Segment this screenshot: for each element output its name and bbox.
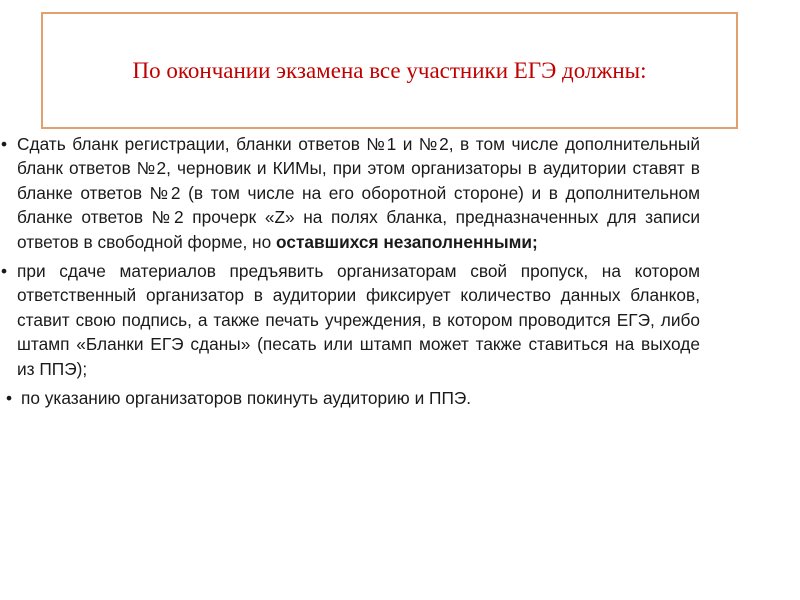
list-item-text: Сдать бланк регистрации, бланки ответов №1 и №2, в том числе дополнительный бланк ответов №2, черновик и КИМы, при этом организаторы в аудитории ставят в бланке ответов №2 (в том числе на его оборотной стороне) и в дополнительном бланке ответов №2 прочерк «Z» на полях бланка, предназначенных для записи ответов в свободной форме, но — [17, 134, 700, 252]
title-box — [41, 12, 738, 129]
list-item-bold-text: оставшихся незаполненными; — [276, 231, 538, 252]
list-item-text: при сдаче материалов предъявить организаторам свой пропуск, на котором ответственный организатор в аудитории фиксирует количество данных бланков, ставит свою подпись, а также печать учреждения, в котором проводится ЕГЭ, либо штамп «Бланки ЕГЭ сданы» (песать или штамп может также ставиться на выходе из ППЭ); — [17, 261, 700, 379]
list-item — [8, 386, 700, 410]
list-item — [8, 259, 700, 381]
list-item — [8, 132, 700, 254]
list-item-text: по указанию организаторов покинуть аудиторию и ППЭ. — [21, 388, 472, 409]
slide-content — [8, 132, 700, 415]
bullet-list — [8, 132, 700, 410]
slide-title: По окончании экзамена все участники ЕГЭ должны: — [132, 57, 647, 83]
